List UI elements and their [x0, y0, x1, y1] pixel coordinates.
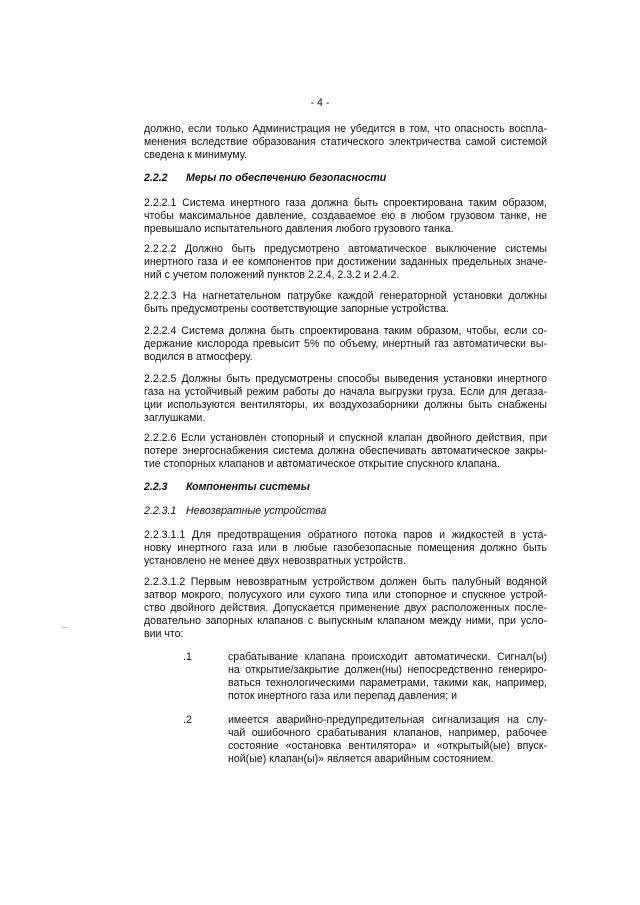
- paragraph-line: 2.2.2.1 Система инертного газа должна быть спроектирована таким образом,: [144, 197, 547, 209]
- list-item-number: .1: [183, 651, 192, 663]
- paragraph-line: новку инертного газа или в любые газобезопасные помещения должно быть: [144, 542, 547, 554]
- paragraph-line: 2.2.3.1.2 Первым невозвратным устройством должен быть палубный водяной: [144, 576, 547, 588]
- paragraph-line: ний с учетом положений пунктов 2.2.4, 2.3.2 и 2.4.2.: [144, 269, 400, 281]
- intro-line: должно, если только Администрация не убедится в том, что опасность воспла-: [144, 123, 547, 135]
- paragraph-line: водился в атмосферу.: [144, 351, 253, 363]
- paragraph-line: ции используются вентиляторы, их воздухозаборники должны быть снабжены: [144, 399, 547, 411]
- paragraph-line: 2.2.2.6 Если установлен стопорный и спускной клапан двойного действия, при: [144, 432, 547, 444]
- paragraph-line: превышало испытательного давления любого грузового танка.: [144, 223, 454, 235]
- list-item-line: поток инертного газа или перепад давления; и: [228, 690, 458, 702]
- paragraph-line: вии что:: [144, 628, 184, 640]
- intro-line: менения вследствие образования статического электричества самой системой: [144, 136, 547, 148]
- paragraph-line: 2.2.2.5 Должны быть предусмотрены способы выведения установки инертного: [144, 373, 547, 385]
- paragraph-line: инертного газа и ее компонентов при достижении заданных предельных значе-: [144, 256, 547, 268]
- page-number: - 4 -: [310, 97, 330, 109]
- list-item-line: состояние «остановка вентилятора» и «открытый(ые) впуск-: [228, 740, 547, 752]
- paragraph-line: установлено не менее двух невозвратных устройств.: [144, 555, 406, 567]
- paragraph-line: 2.2.2.3 На нагнетательном патрубке каждой генераторной установки должны: [144, 290, 547, 302]
- paragraph-line: быть предусмотрены соответствующие запорные устройства.: [144, 303, 449, 315]
- subsection-title-2-2-3-1: Невозвратные устройства: [186, 505, 327, 517]
- list-item-line: ваться технологическими параметрами, такими как, например,: [228, 677, 547, 689]
- paragraph-line: затвор мокрого, полусухого или сухого типа или стопорное и спускное устрой-: [144, 589, 547, 601]
- section-number-2-2-3: 2.2.3: [144, 481, 168, 493]
- paragraph-line: держание кислорода превысит 5% по объему, инертный газ автоматически вы-: [144, 338, 547, 350]
- section-title-2-2-3: Компоненты системы: [186, 481, 310, 493]
- list-item-line: чай ошибочного срабатывания клапанов, например, рабочее: [228, 727, 547, 739]
- paragraph-line: 2.2.2.4 Система должна быть спроектирована таким образом, чтобы, если со-: [144, 325, 547, 337]
- paragraph-line: 2.2.3.1.1 Для предотвращения обратного потока паров и жидкостей в уста-: [144, 529, 547, 541]
- subsection-number-2-2-3-1: 2.2.3.1: [144, 505, 177, 517]
- list-item-line: на открытие/закрытие должен(ны) непосредственно генериро-: [228, 664, 547, 676]
- paragraph-line: чтобы максимальное давление, создаваемое ею в любом грузовом танке, не: [144, 210, 547, 222]
- list-item-line: ной(ые) клапан(ы)» является аварийным состоянием.: [228, 753, 494, 765]
- list-item-line: имеется аварийно-предупредительная сигнализация на слу-: [228, 714, 547, 726]
- paragraph-line: заглушками.: [144, 412, 206, 424]
- section-number-2-2-2: 2.2.2: [144, 172, 168, 184]
- paragraph-line: довательно запорных клапанов с выпускным клапаном между ними, при усло-: [144, 615, 547, 627]
- list-item-line: срабатывание клапана происходит автоматически. Сигнал(ы): [228, 651, 547, 663]
- paragraph-line: газа на устойчивый режим работы до начала выгрузки груза. Если для дегаза-: [144, 386, 547, 398]
- intro-line: сведена к минимуму.: [144, 149, 247, 161]
- list-item-number: .2: [183, 714, 192, 726]
- paragraph-line: ство двойного действия. Допускается применение двух расположенных после-: [144, 602, 547, 614]
- scan-mark: [62, 627, 67, 628]
- paragraph-line: потере энергоснабжения система должна обеспечивать автоматическое закры-: [144, 445, 547, 457]
- section-title-2-2-2: Меры по обеспечению безопасности: [186, 172, 387, 184]
- paragraph-line: тие стопорных клапанов и автоматическое открытие спускного клапана.: [144, 458, 500, 470]
- paragraph-line: 2.2.2.2 Должно быть предусмотрено автоматическое выключение системы: [144, 243, 547, 255]
